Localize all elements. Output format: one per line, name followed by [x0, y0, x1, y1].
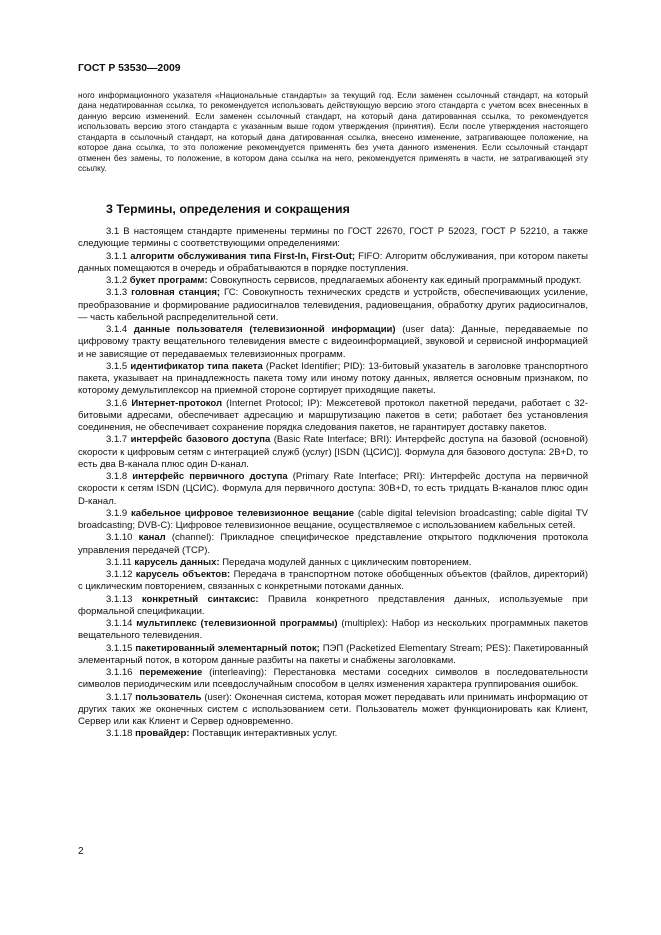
term-definition: (interleaving): Перестановка местами соседних символов в последовательности символов периодическим или псевдослучайным способом в целях изменения характера группирования ошибок. — [78, 667, 588, 691]
term-entry — [78, 618, 588, 643]
term-entry — [78, 251, 588, 276]
term-entry — [78, 361, 588, 398]
term-entry — [78, 508, 588, 533]
term-entry — [78, 692, 588, 729]
term-entry — [78, 324, 588, 361]
term-name: кабельное цифровое телевизионное вещание — [131, 507, 354, 519]
term-number: 3.1.5 — [106, 360, 128, 372]
term-number: 3.1.13 — [106, 593, 133, 605]
term-entry — [78, 667, 588, 692]
term-name: конкретный синтаксис: — [141, 593, 259, 605]
term-entry — [78, 569, 588, 594]
term-definition: (user): Оконечная система, которая может передавать или принимать информацию от других таких же оконечных систем с использованием сети. Пользователь может функционировать как Клиент, Сервер или как Клиент и Сервер одновременно. — [78, 691, 588, 727]
term-entry — [78, 471, 588, 508]
term-number: 3.1.10 — [106, 532, 133, 544]
term-entry — [78, 398, 588, 435]
term-definition: Передача в транспортном потоке обобщенных объектов (файлов, директорий) с циклическим повторением, связанных с конкретными потоками данных. — [78, 569, 589, 593]
term-name: пользователь — [135, 691, 202, 703]
term-number: 3.1.4 — [106, 324, 128, 335]
term-name: провайдер: — [135, 728, 190, 740]
term-number: 3.1.9 — [106, 507, 128, 519]
section-title: 3 Термины, определения и сокращения — [106, 202, 350, 216]
reference-note — [78, 90, 588, 174]
term-entry — [78, 643, 588, 668]
term-entry — [78, 557, 588, 569]
term-name: интерфейс первичного доступа — [132, 471, 288, 482]
term-number: 3.1.1 — [106, 250, 128, 262]
term-definition: Поставщик интерактивных услуг. — [189, 728, 338, 740]
term-number: 3.1.11 — [106, 556, 132, 568]
term-definition: Совокупность сервисов, предлагаемых абоненту как единый программный продукт. — [207, 275, 582, 286]
term-number: 3.1.12 — [106, 569, 133, 580]
term-name: карусель объектов: — [135, 569, 231, 580]
term-name: интерфейс базового доступа — [130, 434, 271, 446]
terms-list — [78, 251, 588, 741]
note-paragraph: ного информационного указателя «Национальные стандарты» за текущий год. Если заменен ссылочный стандарт, на который дана недатированная ссылка, то рекомендуется использовать действующую версию этого стандарта с учетом всех внесенных в данную версию изменений. Если заменен ссылочный стандарт, на который дана датированная ссылка, то рекомендуется использовать версию этого стандарта с указанным выше годом утверждения (принятия). Если после утверждения настоящего стандарта в ссылочный стандарт, на который дана датированная ссылка, внесено изменение, затрагивающее положение, на которое дана ссылка, то это положение рекомендуется применять без учета данного изменения. Если ссылочный стандарт отменен без замены, то положение, в котором дана ссылка на него, рекомендуется применять в части, не затрагивающей эту ссылку. — [78, 90, 588, 174]
term-number: 3.1.18 — [106, 728, 133, 740]
term-name: мультиплекс (телевизионной программы) — [136, 618, 338, 629]
document-header: ГОСТ Р 53530—2009 — [78, 63, 181, 74]
terms-body — [78, 226, 588, 741]
term-entry — [78, 728, 588, 740]
term-number: 3.1.7 — [106, 434, 128, 446]
term-number: 3.1.14 — [106, 618, 133, 629]
term-definition: (Primary Rate Interface; PRI): Интерфейс доступа на первичной скорости к сетям ISDN (ЦСИС). Формула для первичного доступа: 30B+D, то есть тридцать В-каналов плюс один D-канал. — [78, 471, 589, 507]
term-number: 3.1.6 — [106, 397, 128, 409]
term-definition: (Basic Rate Interface; BRI): Интерфейс доступа на базовой (основной) скорости к цифровым сетям с интеграцией служб (услуг) [ISDN (ЦСИС)]. Формула для базового доступа: 2B+D, то есть два В-канала плюс один D-канал. — [78, 434, 589, 470]
term-definition: ГС: Совокупность технических средств и устройств, обеспечивающих усиление, преобразование и формирование радиосигналов телевидения, радиовещания, обработку других радиосигналов, — часть кабельной распределительной сети. — [78, 287, 589, 323]
term-number: 3.1.2 — [106, 275, 128, 286]
page-number: 2 — [78, 846, 84, 857]
term-name: Интернет-протокол — [131, 397, 222, 409]
term-definition: (cable digital television broadcasting; cable digital TV broadcasting; DVB-C): Цифровое телевизионное вещание, осуществляемое с использованием кабельных сетей. — [78, 507, 588, 531]
term-definition: (multiplex): Набор из нескольких программных пакетов вещательного телевидения. — [78, 618, 588, 642]
term-number: 3.1.15 — [106, 642, 133, 654]
term-definition: (Packet Identifier; PID): 13-битовый указатель в заголовке транспортного пакета, указывает на принадлежность пакета тому или иному потоку данных, является основным признаком, по которому демультиплексор на приемной стороне сортирует приходящие пакеты. — [78, 360, 588, 397]
term-number: 3.1.3 — [106, 287, 128, 299]
term-number: 3.1.17 — [106, 691, 133, 703]
term-name: алгоритм обслуживания типа First-In, First-Out; — [130, 250, 356, 262]
term-definition: ПЭП (Packetized Elementary Stream; PES): Пакетированный элементарный поток, в котором данные разбиты на пакеты и снабжены заголовками. — [78, 642, 589, 666]
term-number: 3.1.8 — [106, 471, 128, 482]
term-definition: Правила конкретного представления данных, используемые при формальной спецификации. — [78, 593, 588, 617]
term-number: 3.1.16 — [106, 667, 133, 678]
term-name: головная станция; — [131, 287, 221, 299]
term-name: идентификатор типа пакета — [130, 360, 263, 372]
term-name: данные пользователя (телевизионной информации) — [133, 324, 396, 335]
term-entry — [78, 594, 588, 619]
term-definition: (user data): Данные, передаваемые по цифровому тракту вещательного телевидения вместе с видеоинформацией, звуковой и сервисной информацией и не зависящие от передаваемых телевизионных программ. — [78, 324, 588, 360]
intro-paragraph: 3.1 В настоящем стандарте применены термины по ГОСТ 22670, ГОСТ Р 52023, ГОСТ Р 52210, а также следующие термины с соответствующими определениями: — [78, 226, 588, 250]
term-name: перемежение — [139, 667, 203, 678]
term-definition: (channel): Прикладное специфическое представление открытого подключения протокола управления передачей (TCP). — [78, 532, 588, 556]
term-entry — [78, 287, 588, 324]
term-definition: FIFO: Алгоритм обслуживания, при котором пакеты данных помещаются в очередь и обрабатываются в порядке поступления. — [78, 250, 589, 274]
term-definition: (Internet Protocol; IP): Межсетевой протокол пакетной передачи, работает с 32-битовыми адресами, обеспечивает адресацию и маршрутизацию пакетов в сети; работает без установления соединения, не обеспечивает сохранение порядка следования пакетов, не гарантирует доставку пакетов. — [78, 397, 589, 433]
term-name: канал — [138, 532, 166, 544]
term-name: пакетированный элементарный поток; — [135, 642, 320, 654]
term-name: букет программ: — [129, 275, 208, 286]
term-definition: Передача модулей данных с циклическим повторением. — [219, 556, 472, 568]
term-entry — [78, 434, 588, 471]
term-entry — [78, 275, 588, 287]
term-entry — [78, 532, 588, 557]
term-name: карусель данных: — [134, 556, 220, 568]
